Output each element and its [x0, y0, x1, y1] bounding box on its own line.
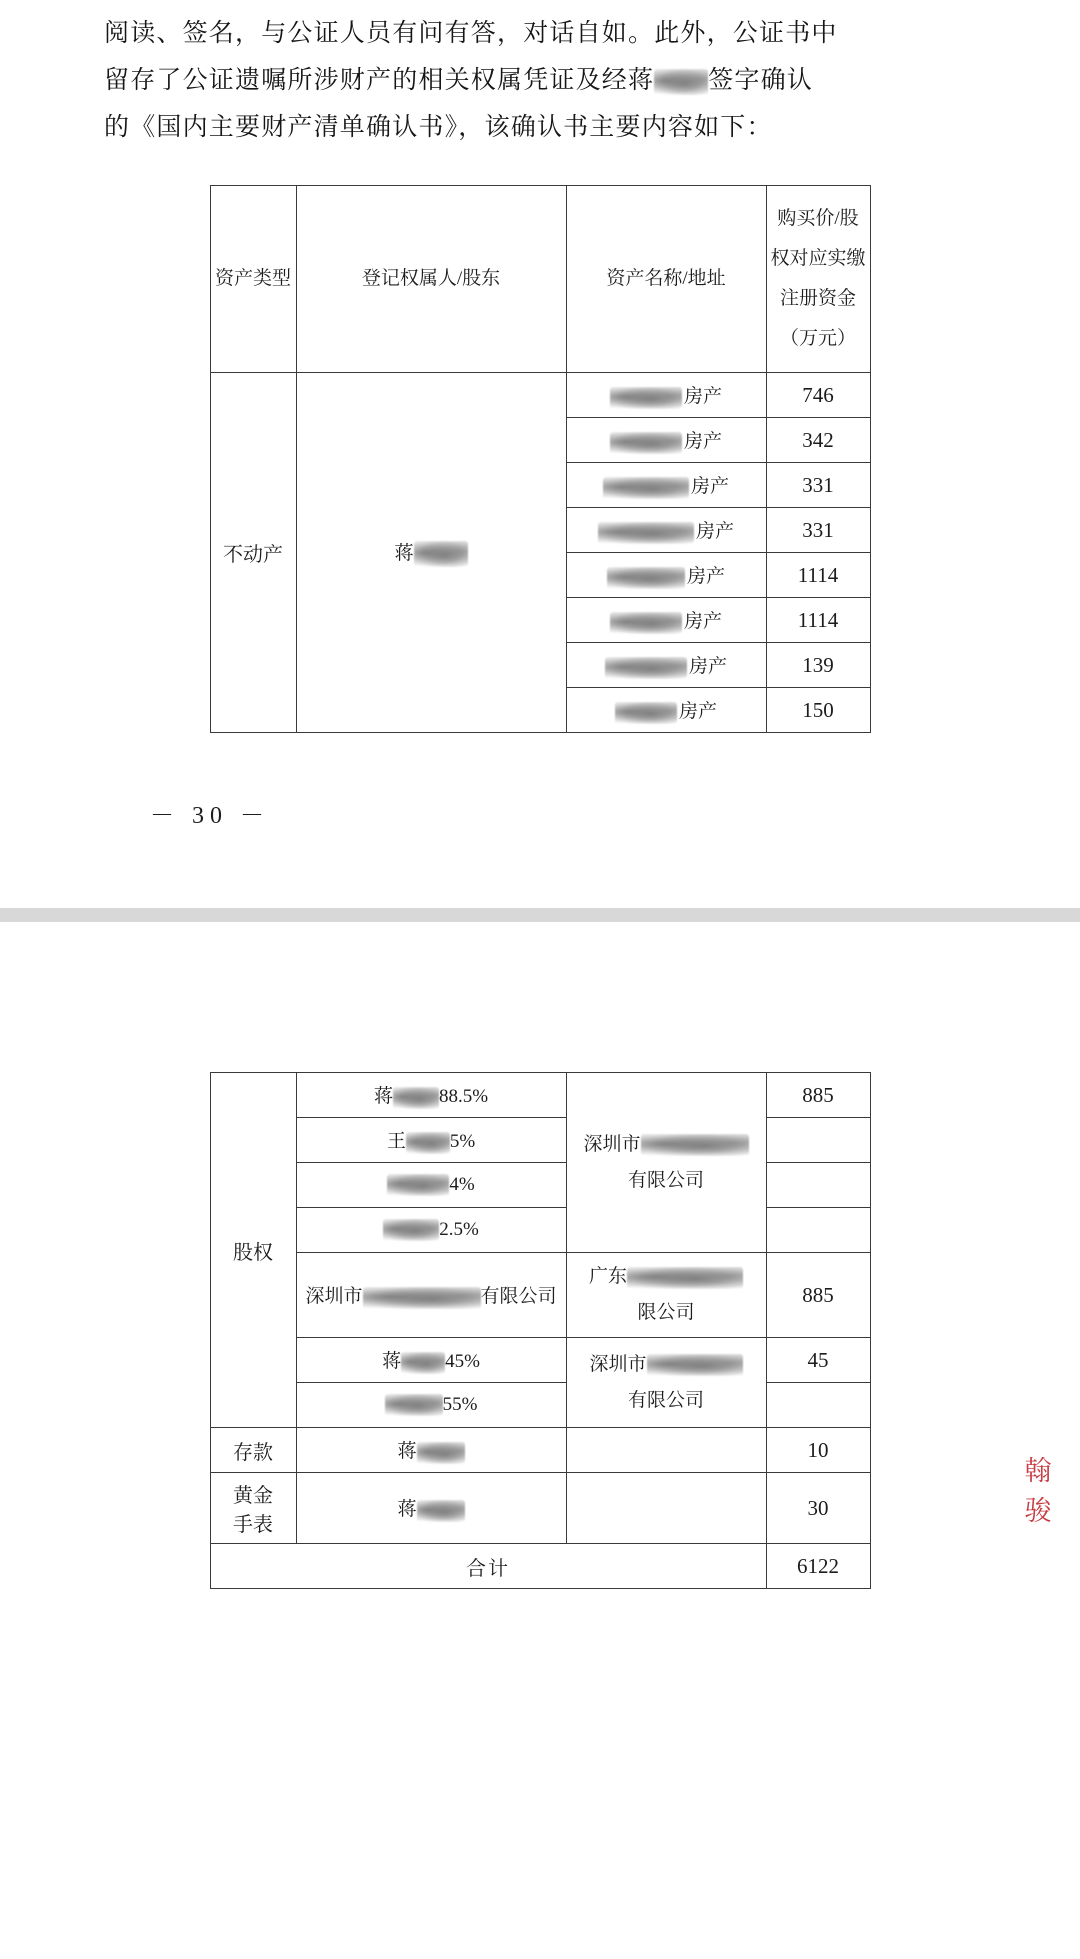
cell-amount: 1114 — [766, 553, 870, 598]
company-prefix: 深圳市 — [583, 1133, 641, 1155]
asset-label: 房产 — [690, 476, 729, 498]
owner-share: 4% — [449, 1173, 475, 1195]
cell-amount: 139 — [766, 643, 870, 688]
gold-label-line-2: 手表 — [233, 1514, 273, 1536]
owner-surname: 蒋 — [382, 1351, 402, 1373]
redaction-smudge — [610, 432, 682, 454]
header-asset-name: 资产名称/地址 — [566, 186, 766, 373]
body-paragraph — [0, 0, 1080, 151]
owner-surname: 蒋 — [397, 1499, 417, 1521]
cell-owner-realestate — [296, 373, 566, 733]
cell-amount: 1114 — [766, 598, 870, 643]
cell-asset-name — [566, 508, 766, 553]
asset-label: 房产 — [683, 611, 722, 633]
redaction-smudge — [647, 1354, 743, 1376]
owner-surname: 蒋 — [394, 542, 414, 564]
table-row — [210, 1338, 870, 1383]
table-row — [210, 1253, 870, 1338]
owner-surname: 蒋 — [373, 1086, 393, 1108]
company-line-1 — [571, 1127, 762, 1163]
table-header-row — [210, 186, 870, 373]
redaction-smudge — [393, 1087, 439, 1109]
paragraph-line-3: 的《国内主要财产清单确认书》，该确认书主要内容如下： — [104, 114, 773, 141]
page-top-margin — [0, 922, 1080, 1072]
asset-label: 房产 — [688, 656, 727, 678]
cell-asset-name — [566, 553, 766, 598]
total-label: 合计 — [210, 1544, 766, 1589]
cell-asset-type-deposit: 存款 — [210, 1428, 296, 1473]
cell-amount: 331 — [766, 463, 870, 508]
cell-asset-type-equity: 股权 — [210, 1073, 296, 1428]
cell-owner — [296, 1073, 566, 1118]
company-prefix: 深圳市 — [589, 1353, 647, 1375]
redaction-smudge — [417, 1500, 465, 1522]
redaction-smudge — [603, 477, 689, 499]
company-line-2: 有限公司 — [627, 1169, 704, 1191]
cell-amount: 885 — [766, 1073, 870, 1118]
redaction-smudge — [610, 387, 682, 409]
table-row — [210, 1163, 870, 1208]
cell-asset-name — [566, 598, 766, 643]
table-total-row — [210, 1544, 870, 1589]
cell-amount — [766, 1118, 870, 1163]
cell-amount: 150 — [766, 688, 870, 733]
page-number: － 30 － — [150, 803, 270, 829]
cell-company-name — [566, 1338, 766, 1428]
redaction-smudge — [363, 1287, 481, 1309]
redaction-smudge — [641, 1134, 749, 1156]
header-price — [766, 186, 870, 373]
cell-asset-type-realestate: 不动产 — [210, 373, 296, 733]
redaction-smudge — [605, 657, 687, 679]
cell-amount — [766, 1383, 870, 1428]
redaction-smudge — [383, 1219, 439, 1241]
cell-amount: 342 — [766, 418, 870, 463]
cell-company-name — [566, 1253, 766, 1338]
company-line-2: 有限公司 — [627, 1389, 704, 1411]
company-line-1 — [571, 1347, 762, 1383]
cell-owner — [296, 1163, 566, 1208]
seal-char-1: 翰 — [1024, 1456, 1052, 1486]
paragraph-line-1: 阅读、签名，与公证人员有问有答，对话自如。此外，公证书中 — [104, 20, 838, 47]
header-price-line-3: 注册资金 — [779, 288, 856, 309]
redaction-smudge — [615, 702, 677, 724]
table-row — [210, 1428, 870, 1473]
cell-amount: 885 — [766, 1253, 870, 1338]
company-line-1 — [571, 1259, 762, 1295]
cell-amount — [766, 1208, 870, 1253]
cell-amount: 30 — [766, 1473, 870, 1544]
cell-asset-name — [566, 463, 766, 508]
owner-share: 55% — [442, 1393, 478, 1415]
cell-amount — [766, 1163, 870, 1208]
redaction-smudge — [607, 567, 685, 589]
cell-owner — [296, 1338, 566, 1383]
cell-owner — [296, 1428, 566, 1473]
owner-company-suffix: 有限公司 — [480, 1286, 557, 1308]
total-amount: 6122 — [766, 1544, 870, 1589]
owner-surname: 蒋 — [397, 1441, 417, 1463]
cell-company-name — [566, 1073, 766, 1253]
cell-amount: 746 — [766, 373, 870, 418]
owner-company-prefix: 深圳市 — [305, 1286, 363, 1308]
redaction-smudge — [598, 522, 694, 544]
table-row — [210, 1073, 870, 1118]
owner-surname: 王 — [386, 1131, 406, 1153]
table-row — [210, 1473, 870, 1544]
cell-company-name — [566, 1473, 766, 1544]
asset-label: 房产 — [695, 521, 734, 543]
asset-label: 房产 — [678, 701, 717, 723]
company-line-2: 限公司 — [637, 1302, 695, 1323]
page-separator — [0, 908, 1080, 922]
cell-owner — [296, 1253, 566, 1338]
cell-amount: 331 — [766, 508, 870, 553]
table-row — [210, 1118, 870, 1163]
redaction-smudge — [406, 1132, 450, 1154]
redaction-smudge — [610, 612, 682, 634]
cell-owner — [296, 1473, 566, 1544]
header-price-line-4: （万元） — [779, 328, 856, 349]
redaction-smudge — [417, 1442, 465, 1464]
cell-amount: 45 — [766, 1338, 870, 1383]
cell-owner — [296, 1383, 566, 1428]
header-owner: 登记权属人/股东 — [296, 186, 566, 373]
owner-share: 5% — [449, 1131, 476, 1153]
seal-char-2: 骏 — [1024, 1496, 1052, 1526]
owner-share: 2.5% — [439, 1218, 479, 1240]
redaction-smudge — [401, 1352, 445, 1374]
owner-share: 45% — [445, 1351, 480, 1373]
company-prefix: 广东 — [588, 1266, 627, 1287]
cell-asset-name — [566, 688, 766, 733]
cell-asset-name — [566, 643, 766, 688]
redaction-smudge — [387, 1174, 449, 1196]
asset-table-top — [210, 185, 871, 733]
header-asset-type: 资产类型 — [210, 186, 296, 373]
asset-table-bottom — [210, 1072, 871, 1589]
redaction-smudge — [654, 69, 708, 95]
table-row — [210, 1208, 870, 1253]
red-seal-stamp — [1018, 1451, 1058, 1531]
cell-amount: 10 — [766, 1428, 870, 1473]
table-row — [210, 373, 870, 418]
header-price-line-2: 权对应实缴 — [770, 248, 866, 269]
cell-owner — [296, 1208, 566, 1253]
header-price-line-1: 购买价/股 — [777, 208, 859, 229]
paragraph-line-2: 留存了公证遗嘱所涉财产的相关权属凭证及经蒋 签字确认 — [104, 67, 814, 94]
gold-label-line-1: 黄金 — [233, 1485, 273, 1507]
asset-label: 房产 — [686, 566, 725, 588]
cell-owner — [296, 1118, 566, 1163]
table-row — [210, 1383, 870, 1428]
cell-asset-type-gold — [210, 1473, 296, 1544]
cell-company-name — [566, 1428, 766, 1473]
owner-share: 88.5% — [438, 1086, 489, 1108]
asset-label: 房产 — [683, 386, 722, 408]
redaction-smudge — [414, 541, 468, 567]
cell-asset-name — [566, 418, 766, 463]
redaction-smudge — [627, 1267, 743, 1289]
asset-label: 房产 — [683, 431, 722, 453]
redaction-smudge — [385, 1394, 443, 1416]
cell-asset-name — [566, 373, 766, 418]
